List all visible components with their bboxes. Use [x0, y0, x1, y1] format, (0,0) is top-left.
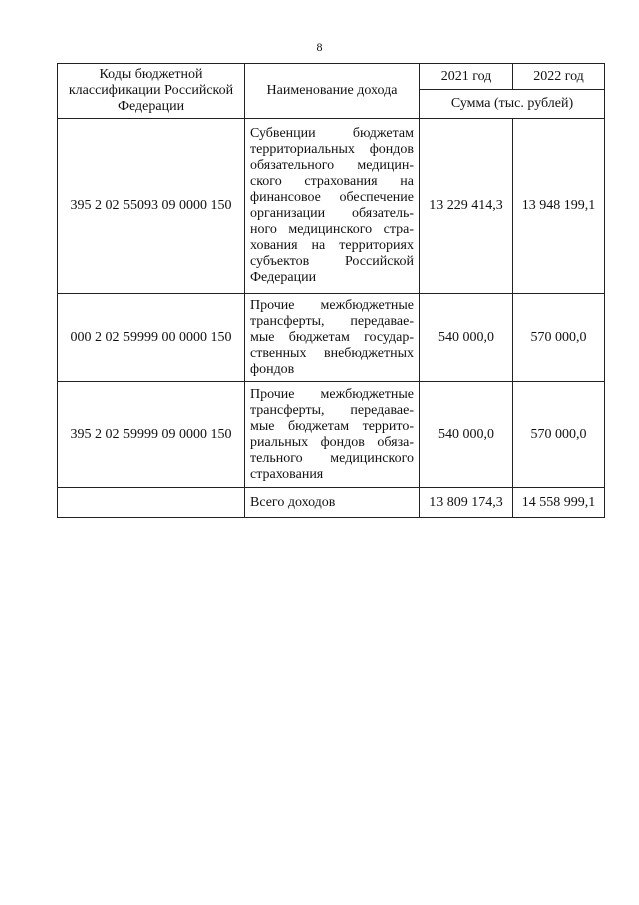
budget-income-table [57, 63, 605, 518]
header-sum-unit: Сумма (тыс. рублей) [420, 90, 605, 119]
income-name: Прочие межбюджетные трансферты, передавае-мые бюджетам террито-риальных фондов обяза-тельного медицинского страхования [245, 382, 420, 488]
income-name: Субвенции бюджетам территориальных фондов обязательного медицин-ского страхования на финансовое обеспечение организации обязатель-ного медицинского стра-хования на территориях субъектов Российской Федерации [245, 119, 420, 294]
amount-2021: 13 229 414,3 [420, 119, 513, 294]
total-amount-2021: 13 809 174,3 [420, 488, 513, 518]
header-income-name: Наименование дохода [245, 64, 420, 119]
table-total-row [58, 488, 605, 518]
page-number: 8 [316, 40, 323, 54]
empty-code-cell [58, 488, 245, 518]
header-budget-codes: Коды бюджетной классификации Российской Федерации [58, 64, 245, 119]
amount-2021: 540 000,0 [420, 382, 513, 488]
amount-2021: 540 000,0 [420, 294, 513, 382]
total-label: Всего доходов [245, 488, 420, 518]
table-row [58, 382, 605, 488]
table-header-row [58, 64, 605, 90]
budget-code: 395 2 02 59999 09 0000 150 [58, 382, 245, 488]
budget-code: 395 2 02 55093 09 0000 150 [58, 119, 245, 294]
income-name: Прочие межбюджетные трансферты, передавае-мые бюджетам государ-ственных внебюджетных фондов [245, 294, 420, 382]
budget-code: 000 2 02 59999 00 0000 150 [58, 294, 245, 382]
header-year-2022: 2022 год [513, 64, 605, 90]
header-year-2021: 2021 год [420, 64, 513, 90]
table-row [58, 119, 605, 294]
total-amount-2022: 14 558 999,1 [513, 488, 605, 518]
amount-2022: 570 000,0 [513, 382, 605, 488]
amount-2022: 570 000,0 [513, 294, 605, 382]
amount-2022: 13 948 199,1 [513, 119, 605, 294]
table-row [58, 294, 605, 382]
